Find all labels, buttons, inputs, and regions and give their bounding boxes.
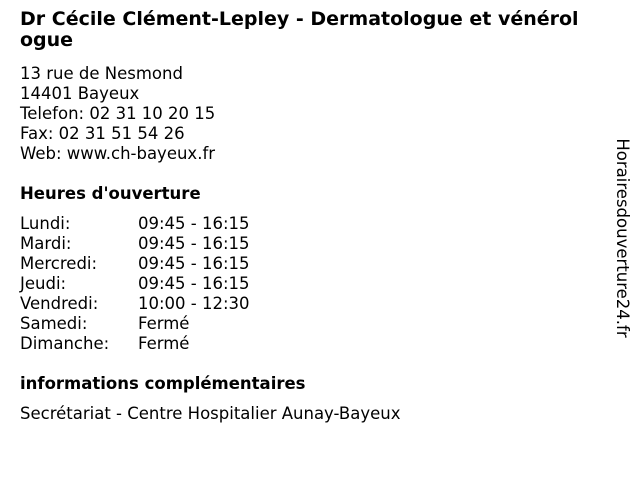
hours-value: 09:45 - 16:15	[138, 214, 250, 233]
street-address: 13 rue de Nesmond	[20, 64, 183, 83]
hours-heading: Heures d'ouverture	[20, 184, 201, 203]
info-heading: informations complémentaires	[20, 374, 306, 393]
website: Web: www.ch-bayeux.fr	[20, 144, 216, 163]
hours-value: Fermé	[138, 314, 190, 333]
day-label: Mardi:	[20, 234, 72, 253]
address-block	[20, 64, 215, 164]
day-label: Samedi:	[20, 314, 88, 333]
hours-value: 09:45 - 16:15	[138, 254, 250, 273]
site-watermark: Horairesdouverture24.fr	[613, 138, 632, 338]
day-label: Vendredi:	[20, 294, 99, 313]
hours-value: 09:45 - 16:15	[138, 234, 250, 253]
hours-value: Fermé	[138, 334, 190, 353]
fax-number: Fax: 02 31 51 54 26	[20, 124, 185, 143]
info-text: Secrétariat - Centre Hospitalier Aunay-Bayeux	[20, 404, 401, 423]
postal-city: 14401 Bayeux	[20, 84, 140, 103]
day-label: Jeudi:	[20, 274, 67, 293]
day-label: Dimanche:	[20, 334, 110, 353]
day-label: Lundi:	[20, 214, 71, 233]
phone-number: Telefon: 02 31 10 20 15	[20, 104, 216, 123]
page-title: Dr Cécile Clément-Lepley - Dermatologue et vénérologue	[20, 8, 579, 51]
hours-value: 10:00 - 12:30	[138, 294, 250, 313]
day-label: Mercredi:	[20, 254, 98, 273]
hours-value: 09:45 - 16:15	[138, 274, 250, 293]
